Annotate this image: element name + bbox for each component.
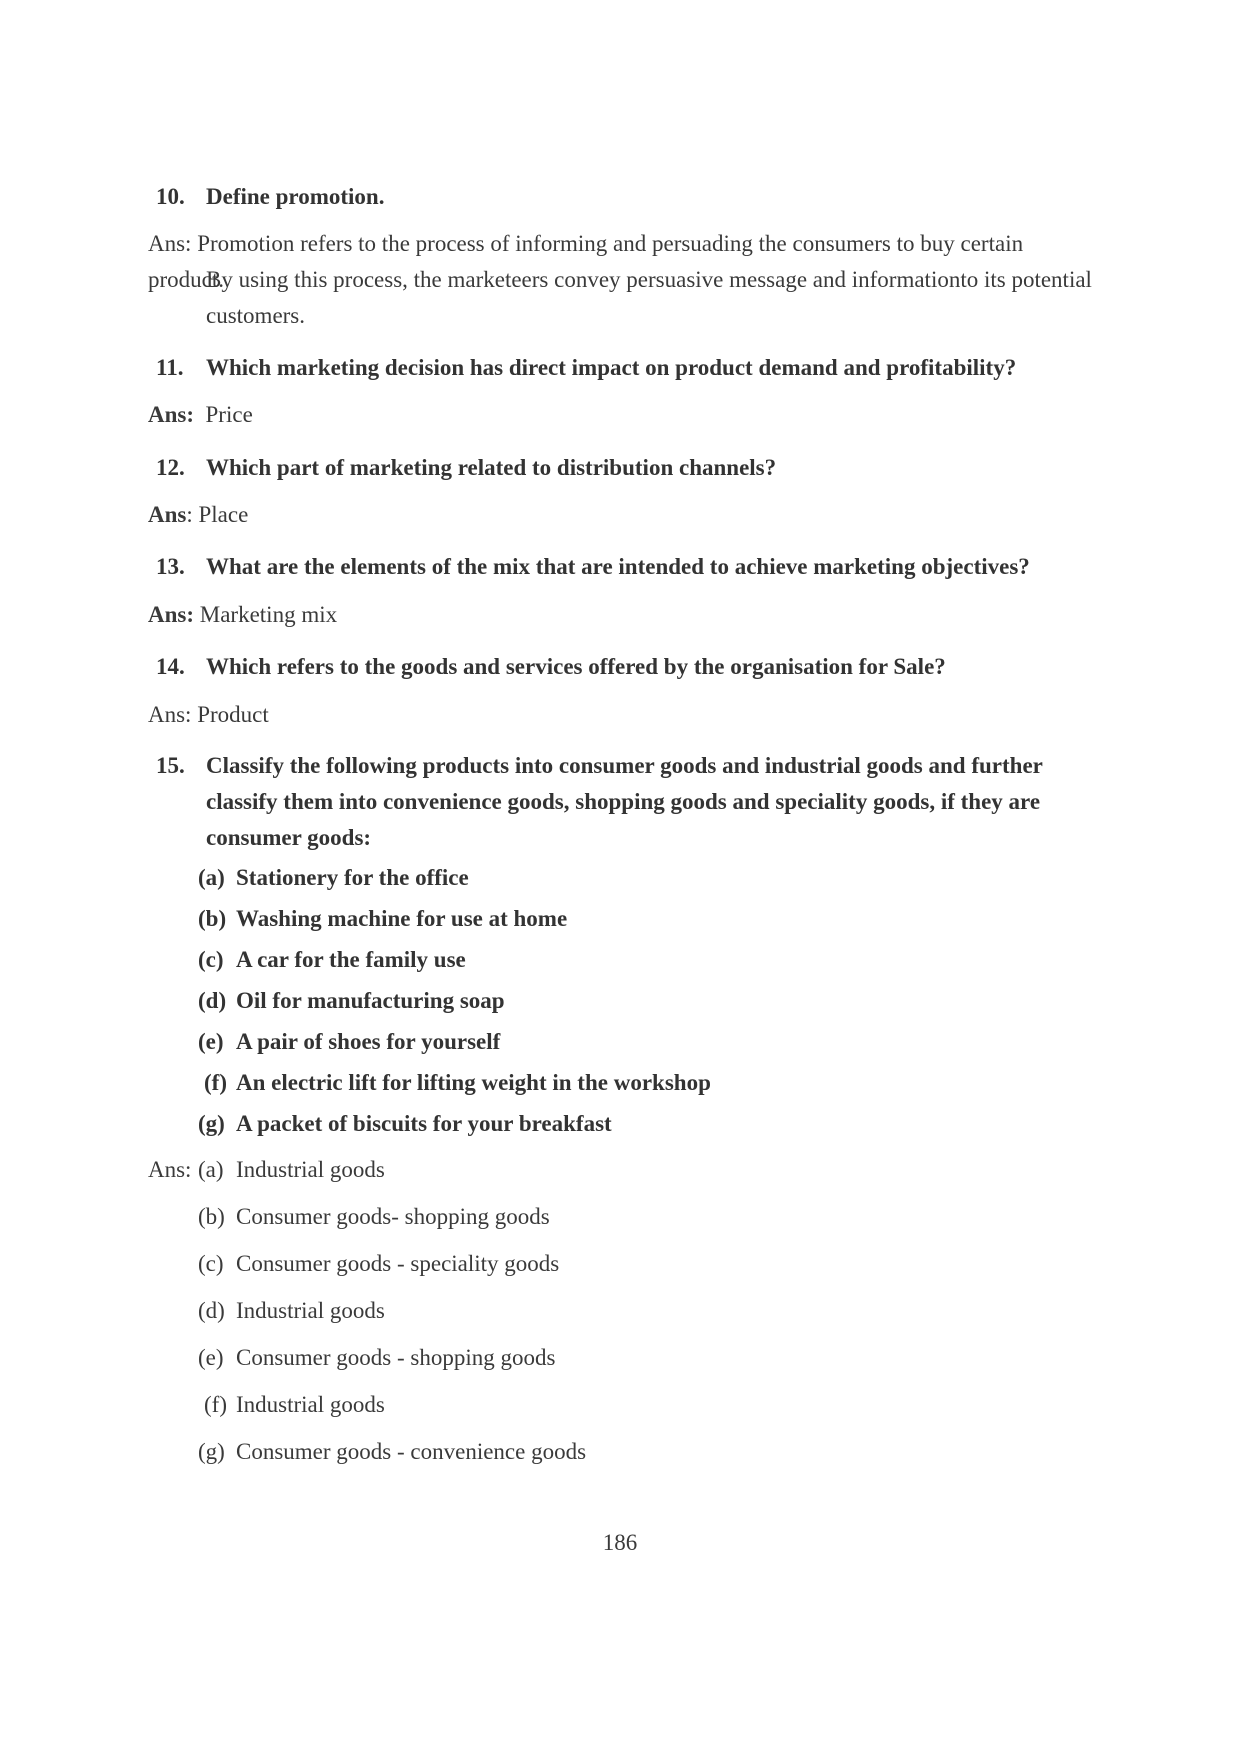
question-15-line-1: Classify the following products into consumer goods and industrial goods and further (206, 753, 1043, 778)
answer-label: Ans (148, 502, 187, 527)
answer-15-item: (c) Consumer goods - speciality goods (198, 1251, 560, 1276)
question-10-text: Define promotion. (206, 184, 385, 209)
question-13-number: 13. (156, 554, 185, 579)
answer-label: Ans: (148, 602, 195, 627)
question-15-item: (b) Washing machine for use at home (198, 906, 568, 931)
question-14-text: Which refers to the goods and services offered by the organisation for Sale? (206, 654, 946, 679)
question-15-line-2: classify them into convenience goods, shopping goods and speciality goods, if they are (206, 789, 1041, 814)
question-15-item: (g) A packet of biscuits for your breakfast (198, 1111, 612, 1136)
answer-12: Ans: Place (148, 502, 249, 527)
question-15-item: (e) A pair of shoes for yourself (198, 1029, 501, 1054)
answer-15-item: (g) Consumer goods - convenience goods (198, 1439, 587, 1464)
question-11-number: 11. (156, 355, 184, 380)
answer-13: Ans: Marketing mix (148, 602, 338, 627)
question-12-number: 12. (156, 455, 185, 480)
answer-15-item: (f) Industrial goods (204, 1392, 385, 1417)
question-15-item: (d) Oil for manufacturing soap (198, 988, 505, 1013)
question-13-text: What are the elements of the mix that are intended to achieve marketing objectives? (206, 554, 1030, 579)
question-11-text: Which marketing decision has direct impact on product demand and profitability? (206, 355, 1017, 380)
question-15-item: (a) Stationery for the office (198, 865, 469, 890)
question-10-number: 10. (156, 184, 185, 209)
question-14-number: 14. (156, 654, 185, 679)
answer-label: Ans: (148, 402, 195, 427)
answer-11: Ans: Price (148, 402, 253, 427)
answer-10-line-3: customers. (206, 303, 306, 328)
answer-15-label: Ans: (148, 1157, 192, 1182)
answer-10-line-1: Ans: Promotion refers to the process of informing and persuading the consumers to buy certain product. (148, 231, 1024, 292)
question-12-text: Which part of marketing related to distribution channels? (206, 455, 777, 480)
question-15-item: (c) A car for the family use (198, 947, 466, 972)
answer-label: Ans: (148, 231, 192, 256)
answer-10-line-2: By using this process, the marketeers convey persuasive message and informationto its potential (206, 267, 1092, 292)
question-15-number: 15. (156, 753, 185, 778)
page-number: 186 (602, 1530, 638, 1555)
answer-14: Ans: Product (148, 702, 269, 727)
answer-15-item: (b) Consumer goods- shopping goods (198, 1204, 550, 1229)
answer-15-item: (d) Industrial goods (198, 1298, 385, 1323)
answer-15-item: (e) Consumer goods - shopping goods (198, 1345, 556, 1370)
question-15-item: (f) An electric lift for lifting weight in the workshop (204, 1070, 711, 1095)
answer-15-item: (a) Industrial goods (198, 1157, 385, 1182)
question-15-line-3: consumer goods: (206, 825, 372, 850)
